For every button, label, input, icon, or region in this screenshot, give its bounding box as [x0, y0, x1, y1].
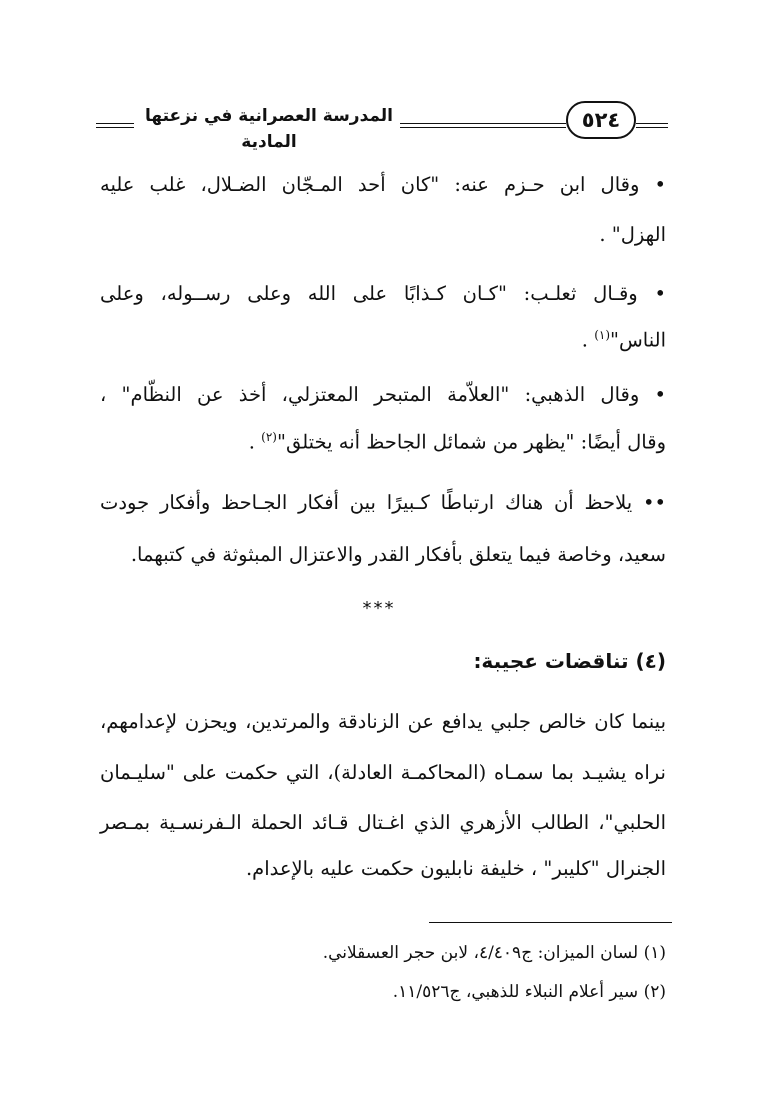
- page-number: ٥٢٤: [566, 101, 636, 139]
- bullet-3-line-2: [249, 430, 666, 454]
- section-line-2: نراه يشيـد بما سمـاه (المحاكمـة العادلة)، التي حكمت على "سليـمان: [100, 761, 666, 784]
- bullet-3-text: وقال أيضًا: "يظهر من شمائل الجاحظ أنه يختلق": [276, 430, 666, 454]
- bullet-2-text: الناس": [610, 328, 666, 352]
- bullet-3-line-1: • وقال الذهبي: "العلاّمة المتبحر المعتزلي، أخذ عن النظّام" ،: [100, 383, 666, 406]
- bullet-2-end: .: [581, 328, 588, 352]
- header-rule-left: [96, 123, 134, 124]
- header-rule-left-thin: [96, 127, 134, 128]
- header-rule-middle-thin: [400, 127, 566, 128]
- footnote-separator: [429, 922, 672, 923]
- running-title: المدرسة العصرانية في نزعتها المادية: [138, 103, 400, 155]
- header-rule-right-thin: [636, 127, 668, 128]
- bullet-2-line-1: • وقـال ثعلـب: "كـان كـذابًا على الله وعلى رســوله، وعلى: [100, 282, 666, 305]
- bullet-1-line-2: الهزل" .: [599, 223, 666, 246]
- footnote-ref-2: (٢): [261, 430, 277, 444]
- bullet-3-end: .: [248, 430, 255, 454]
- observation-line-1: •• يلاحظ أن هناك ارتباطًا كـبيرًا بين أفكار الجـاحظ وأفكار جودت: [100, 491, 666, 514]
- section-line-4: الجنرال "كليبر" ، خليفة نابليون حكمت عليه بالإعدام.: [245, 857, 666, 880]
- section-line-1: بينما كان خالص جلبي يدافع عن الزنادقة والمرتدين، ويحزن لإعدامهم،: [100, 710, 666, 733]
- section-heading: (٤) تناقضات عجيبة:: [473, 649, 666, 673]
- header-rule-middle: [400, 123, 566, 124]
- footnote-1: (١) لسان الميزان: ج٤/٤٠٩، لابن حجر العسقلاني.: [322, 943, 666, 963]
- header-rule-right: [636, 123, 668, 124]
- section-line-3: الحلبي"، الطالب الأزهري الذي اغـتال قـائد الحملة الـفرنسـية بمـصر: [100, 811, 666, 834]
- bullet-1-line-1: • وقال ابن حـزم عنه: "كان أحد المـجّان الضـلال، غلب عليه: [100, 173, 666, 196]
- section-separator: ***: [362, 598, 396, 619]
- footnote-ref-1: (١): [594, 328, 611, 342]
- bullet-2-line-2: [582, 328, 666, 352]
- footnote-2: (٢) سير أعلام النبلاء للذهبي، ج١١/٥٢٦.: [392, 982, 666, 1002]
- observation-line-2: سعيد، وخاصة فيما يتعلق بأفكار القدر والاعتزال المبثوثة في كتبهما.: [130, 543, 666, 566]
